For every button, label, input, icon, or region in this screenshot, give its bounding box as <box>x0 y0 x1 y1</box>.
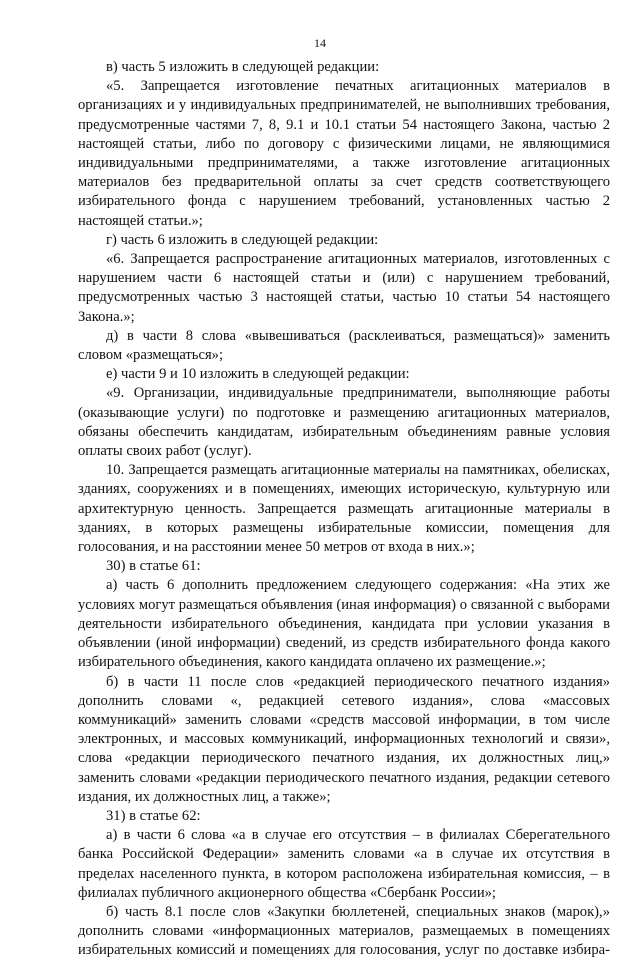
paragraph: «9. Организации, индивидуальные предприниматели, выполняющие работы (оказывающие услуги) по подготовке и размещению агитационных материалов, обязаны обеспечить кандидатам, избирательным объединениям равные условия оплаты своих работ (услуг). <box>78 385 610 460</box>
document-body <box>78 58 610 961</box>
paragraph: г) часть 6 изложить в следующей редакции: <box>106 231 379 248</box>
paragraph: б) часть 8.1 после слов «Закупки бюллетеней, специальных знаков (марок),» дополнить словами «информационных материалов, размещаемых в помещениях избирательных комиссий и помещениях для голосования, услуг по доставке избира- <box>78 903 610 959</box>
paragraph: а) в части 6 слова «а в случае его отсутствия – в филиалах Сберегательного банка Российской Федерации» заменить словами «а в случае их отсутствия в пределах населенного пункта, в котором расположена избирательная комиссия, – в филиалах публичного акционерного общества «Сбербанк России»; <box>78 827 610 901</box>
paragraph: д) в части 8 слова «вывешиваться (расклеиваться, размещаться)» заменить словом «размещаться»; <box>78 327 610 364</box>
paragraph: «6. Запрещается распространение агитационных материалов, изготовленных с нарушением части 6 настоящей статьи и (или) с нарушением требований, предусмотренных частью 3 настоящей статьи, частью 10 статьи 54 настоящего Закона.»; <box>78 251 610 325</box>
paragraph: в) часть 5 изложить в следующей редакции: <box>106 59 380 75</box>
paragraph: б) в части 11 после слов «редакцией периодического печатного издания» дополнить словами «, редакцией сетевого издания», слова «массовых коммуникаций» заменить словами «средств массовой информации, в том числе электронных, и массовых коммуникаций, информационных технологий и связи», слова «редакции периодического печатного издания, их должностных лиц,» заменить словами «редакции периодического печатного издания, редакции сетевого издания, их должностных лиц, а также»; <box>78 673 610 805</box>
paragraph: 30) в статье 61: <box>106 558 201 575</box>
paragraph: 31) в статье 62: <box>106 807 201 824</box>
paragraph: а) часть 6 дополнить предложением следующего содержания: «На этих же условиях могут размещаться объявления (иная информация) о связанной с выборами деятельности избирательного объединения, кандидата при условии указания в объявлении (иной информации) сведений, из средств избирательного фонда какого избирательного объединения, какого кандидата оплачено их размещение.»; <box>78 577 610 671</box>
paragraph: 10. Запрещается размещать агитационные материалы на памятниках, обелисках, зданиях, сооружениях и в помещениях, имеющих историческую, культурную или архитектурную ценность. Запрещается размещать агитационные материалы в зданиях, в которых размещены избирательные комиссии, помещения для голосования, и на расстоянии менее 50 метров от входа в них.»; <box>78 462 610 556</box>
paragraph: «5. Запрещается изготовление печатных агитационных материалов в организациях и у индивидуальных предпринимателей, не выполнивших требования, предусмотренные частями 7, 8, 9.1 и 10.1 статьи 54 настоящего Закона, частью 2 настоящей статьи, либо по договору с физическими лицами, не являющимися индивидуальными предпринимателями, а также изготовление агитационных материалов без предварительной оплаты за счет средств соответствующего избирательного фонда с нарушением требований, установленных частью 2 настоящей статьи.»; <box>78 78 610 229</box>
paragraph: е) части 9 и 10 изложить в следующей редакции: <box>106 366 410 383</box>
page-number: 14 <box>314 36 326 50</box>
